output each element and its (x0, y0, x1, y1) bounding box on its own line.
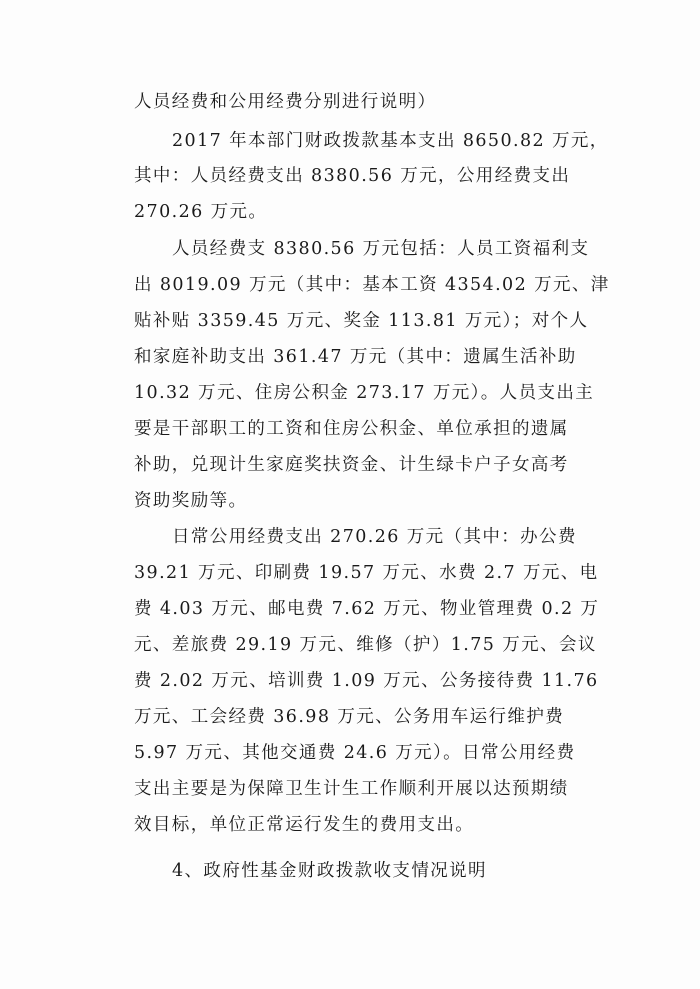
paragraph-line: 资助奖励等。 (134, 491, 248, 511)
paragraph-line: 贴补贴 3359.45 万元、奖金 113.81 万元）；对个人 (134, 311, 589, 331)
paragraph-line: 日常公用经费支出 270.26 万元（其中：办公费 (172, 527, 577, 547)
paragraph-line: 费 2.02 万元、培训费 1.09 万元、公务接待费 11.76 (134, 671, 599, 691)
paragraph-line: 补助，兑现计生家庭奖扶资金、计生绿卡户子女高考 (134, 455, 569, 475)
paragraph-line: 39.21 万元、印刷费 19.57 万元、水费 2.7 万元、电 (134, 563, 599, 583)
paragraph-line: 要是干部职工的工资和住房公积金、单位承担的遗属 (134, 419, 569, 439)
paragraph-line: 其中：人员经费支出 8380.56 万元，公用经费支出 (134, 166, 571, 186)
paragraph-line: 元、差旅费 29.19 万元、维修（护）1.75 万元、会议 (134, 635, 597, 655)
paragraph-line: 270.26 万元。 (134, 202, 268, 222)
paragraph-line: 5.97 万元、其他交通费 24.6 万元）。日常公用经费 (134, 743, 576, 763)
paragraph-line: 10.32 万元、住房公积金 273.17 万元）。人员支出主 (134, 383, 595, 403)
paragraph-line: 人员经费支 8380.56 万元包括：人员工资福利支 (172, 239, 590, 259)
paragraph-line: 支出主要是为保障卫生计生工作顺利开展以达预期绩 (134, 779, 569, 799)
paragraph-line: 2017 年本部门财政拨款基本支出 8650.82 万元， (172, 131, 609, 151)
paragraph-line: 费 4.03 万元、邮电费 7.62 万元、物业管理费 0.2 万 (134, 599, 600, 619)
paragraph-line: 出 8019.09 万元（其中：基本工资 4354.02 万元、津 (134, 275, 610, 295)
section-heading: 4、政府性基金财政拨款收支情况说明 (172, 861, 487, 881)
paragraph-line: 万元、工会经费 36.98 万元、公务用车运行维护费 (134, 707, 565, 727)
text-line: 人员经费和公用经费分别进行说明） (134, 92, 437, 112)
paragraph-line: 效目标，单位正常运行发生的费用支出。 (134, 815, 475, 835)
paragraph-line: 和家庭补助支出 361.47 万元（其中：遗属生活补助 (134, 347, 577, 367)
